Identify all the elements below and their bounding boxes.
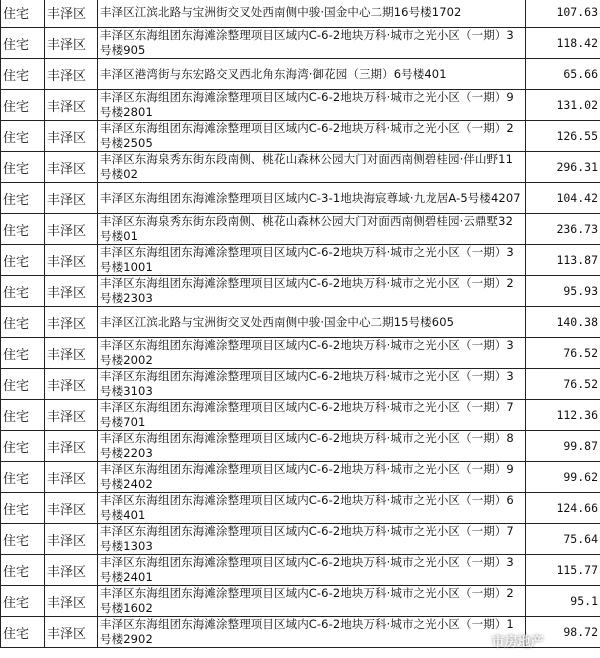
area-cell: 75.64 xyxy=(526,524,600,555)
use-cell: 住宅 xyxy=(1,462,45,493)
table-row xyxy=(1,369,600,400)
address-cell: 丰泽区东海组团东海滩涂整理项目区域内C-6-2地块万科·城市之光小区（一期）8号楼2203 xyxy=(98,431,526,462)
district-cell: 丰泽区 xyxy=(45,276,98,307)
address-cell: 丰泽区东海组团东海滩涂整理项目区域内C-6-2地块万科·城市之光小区（一期）3号楼3103 xyxy=(98,369,526,400)
area-cell: 98.72 xyxy=(526,617,600,648)
address-cell: 丰泽区东海组团东海滩涂整理项目区域内C-6-2地块万科·城市之光小区（一期）3号楼2401 xyxy=(98,555,526,586)
area-cell: 131.02 xyxy=(526,90,600,121)
area-cell: 65.66 xyxy=(526,59,600,90)
address-cell: 丰泽区东海组团东海滩涂整理项目区域内C-3-1地块海宸尊域·九龙居A-5号楼4207 xyxy=(98,183,526,214)
table-row xyxy=(1,586,600,617)
district-cell: 丰泽区 xyxy=(45,462,98,493)
district-cell: 丰泽区 xyxy=(45,555,98,586)
watermark: 市房地产 xyxy=(491,635,544,650)
address-cell: 丰泽区东海组团东海滩涂整理项目区域内C-6-2地块万科·城市之光小区（一期）6号楼401 xyxy=(98,493,526,524)
use-cell: 住宅 xyxy=(1,59,45,90)
use-cell: 住宅 xyxy=(1,400,45,431)
table-row xyxy=(1,276,600,307)
table-row xyxy=(1,493,600,524)
table-row xyxy=(1,90,600,121)
table-row xyxy=(1,617,600,648)
use-cell: 住宅 xyxy=(1,369,45,400)
use-cell: 住宅 xyxy=(1,307,45,338)
district-cell: 丰泽区 xyxy=(45,245,98,276)
district-cell: 丰泽区 xyxy=(45,307,98,338)
district-cell: 丰泽区 xyxy=(45,400,98,431)
area-cell: 112.36 xyxy=(526,400,600,431)
table-row xyxy=(1,245,600,276)
use-cell: 住宅 xyxy=(1,431,45,462)
use-cell: 住宅 xyxy=(1,214,45,245)
address-cell: 丰泽区港湾街与东宏路交叉西北角东海湾·御花园（三期）6号楼401 xyxy=(98,59,526,90)
use-cell: 住宅 xyxy=(1,586,45,617)
area-cell: 140.38 xyxy=(526,307,600,338)
area-cell: 76.52 xyxy=(526,369,600,400)
district-cell: 丰泽区 xyxy=(45,121,98,152)
table-body xyxy=(1,0,600,648)
table-row xyxy=(1,152,600,183)
area-cell: 113.87 xyxy=(526,245,600,276)
district-cell: 丰泽区 xyxy=(45,90,98,121)
area-cell: 118.42 xyxy=(526,28,600,59)
address-cell: 丰泽区东海组团东海滩涂整理项目区域内C-6-2地块万科·城市之光小区（一期）3号楼2002 xyxy=(98,338,526,369)
table-row xyxy=(1,555,600,586)
use-cell: 住宅 xyxy=(1,28,45,59)
area-cell: 296.31 xyxy=(526,152,600,183)
address-cell: 丰泽区江滨北路与宝洲街交叉处西南侧中骏·国金中心二期15号楼605 xyxy=(98,307,526,338)
area-cell: 95.1 xyxy=(526,586,600,617)
table-row xyxy=(1,0,600,28)
district-cell: 丰泽区 xyxy=(45,586,98,617)
address-cell: 丰泽区东海组团东海滩涂整理项目区域内C-6-2地块万科·城市之光小区（一期）2号楼1602 xyxy=(98,586,526,617)
district-cell: 丰泽区 xyxy=(45,28,98,59)
use-cell: 住宅 xyxy=(1,152,45,183)
area-cell: 99.87 xyxy=(526,431,600,462)
table-row xyxy=(1,214,600,245)
use-cell: 住宅 xyxy=(1,183,45,214)
use-cell: 住宅 xyxy=(1,245,45,276)
use-cell: 住宅 xyxy=(1,276,45,307)
address-cell: 丰泽区东海泉秀东街东段南侧、桃花山森林公园大门对面西南侧碧桂园·云鼎墅32号楼01 xyxy=(98,214,526,245)
district-cell: 丰泽区 xyxy=(45,369,98,400)
address-cell: 丰泽区东海组团东海滩涂整理项目区域内C-6-2地块万科·城市之光小区（一期）2号楼2303 xyxy=(98,276,526,307)
table-row xyxy=(1,121,600,152)
area-cell: 124.66 xyxy=(526,493,600,524)
area-cell: 115.77 xyxy=(526,555,600,586)
district-cell: 丰泽区 xyxy=(45,152,98,183)
use-cell: 住宅 xyxy=(1,493,45,524)
use-cell: 住宅 xyxy=(1,121,45,152)
district-cell: 丰泽区 xyxy=(45,183,98,214)
address-cell: 丰泽区江滨北路与宝洲街交叉处西南侧中骏·国金中心二期16号楼1702 xyxy=(98,0,526,28)
use-cell: 住宅 xyxy=(1,90,45,121)
address-cell: 丰泽区东海组团东海滩涂整理项目区域内C-6-2地块万科·城市之光小区（一期）3号楼1001 xyxy=(98,245,526,276)
use-cell: 住宅 xyxy=(1,524,45,555)
district-cell: 丰泽区 xyxy=(45,493,98,524)
table-row xyxy=(1,462,600,493)
use-cell: 住宅 xyxy=(1,338,45,369)
address-cell: 丰泽区东海组团东海滩涂整理项目区域内C-6-2地块万科·城市之光小区（一期）7号楼701 xyxy=(98,400,526,431)
area-cell: 126.55 xyxy=(526,121,600,152)
table-row xyxy=(1,59,600,90)
table-row xyxy=(1,183,600,214)
address-cell: 丰泽区东海组团东海滩涂整理项目区域内C-6-2地块万科·城市之光小区（一期）7号楼1303 xyxy=(98,524,526,555)
area-cell: 236.73 xyxy=(526,214,600,245)
address-cell: 丰泽区东海组团东海滩涂整理项目区域内C-6-2地块万科·城市之光小区（一期）9号楼2402 xyxy=(98,462,526,493)
district-cell: 丰泽区 xyxy=(45,617,98,648)
district-cell: 丰泽区 xyxy=(45,431,98,462)
area-cell: 99.62 xyxy=(526,462,600,493)
table-row xyxy=(1,524,600,555)
use-cell: 住宅 xyxy=(1,0,45,28)
use-cell: 住宅 xyxy=(1,617,45,648)
table-row xyxy=(1,400,600,431)
area-cell: 107.63 xyxy=(526,0,600,28)
area-cell: 76.52 xyxy=(526,338,600,369)
address-cell: 丰泽区东海组团东海滩涂整理项目区域内C-6-2地块万科·城市之光小区（一期）9号楼2801 xyxy=(98,90,526,121)
district-cell: 丰泽区 xyxy=(45,0,98,28)
table-row xyxy=(1,338,600,369)
district-cell: 丰泽区 xyxy=(45,59,98,90)
address-cell: 丰泽区东海组团东海滩涂整理项目区域内C-6-2地块万科·城市之光小区（一期）1号楼2902 xyxy=(98,617,526,648)
district-cell: 丰泽区 xyxy=(45,524,98,555)
area-cell: 95.93 xyxy=(526,276,600,307)
table-row xyxy=(1,307,600,338)
address-cell: 丰泽区东海组团东海滩涂整理项目区域内C-6-2地块万科·城市之光小区（一期）3号楼905 xyxy=(98,28,526,59)
address-cell: 丰泽区东海组团东海滩涂整理项目区域内C-6-2地块万科·城市之光小区（一期）2号楼2505 xyxy=(98,121,526,152)
table-row xyxy=(1,28,600,59)
district-cell: 丰泽区 xyxy=(45,338,98,369)
address-cell: 丰泽区东海泉秀东街东段南侧、桃花山森林公园大门对面西南侧碧桂园·伴山野11号楼02 xyxy=(98,152,526,183)
area-cell: 104.42 xyxy=(526,183,600,214)
use-cell: 住宅 xyxy=(1,555,45,586)
table-row xyxy=(1,431,600,462)
district-cell: 丰泽区 xyxy=(45,214,98,245)
